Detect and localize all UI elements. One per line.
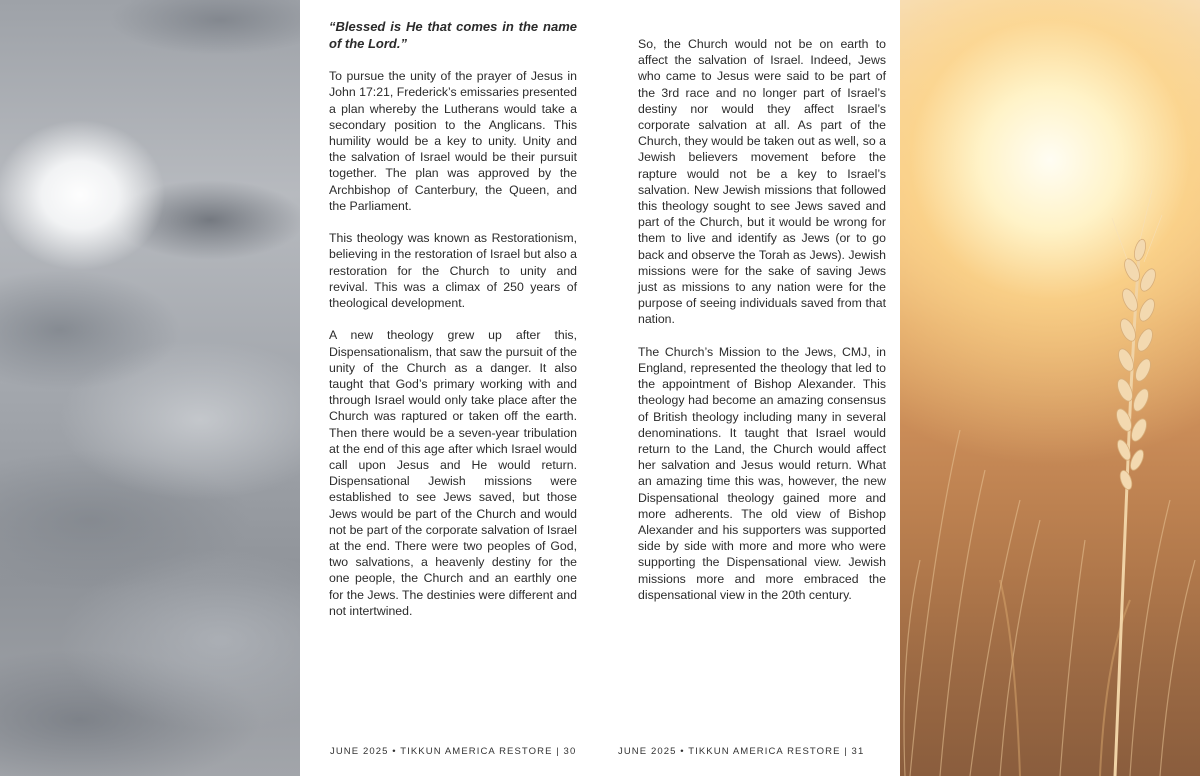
body-paragraph: A new theology grew up after this, Dispensationalism, that saw the pursuit of the unity of the Church as a danger. It also taught that God’s primary working with and through Israel would only take place after the Church was raptured or taken off the earth. Then there would be a seven-year tribulation at the end of this age after which Israel would call upon Jesus and He would return. Dispensational Jewish missions were established to see Jews saved, but those Jews would be part of the Church and would not be part of the corporate salvation of Israel at the end. There were two peoples of God, two salvations, a heavenly destiny for the one people, the Church and an earthly one for the Jews. The destinies were different and not intertwined. [329, 328, 577, 618]
body-paragraph: To pursue the unity of the prayer of Jesus in John 17:21, Frederick’s emissaries presented a plan whereby the Lutherans would take a secondary position to the Anglicans. This humility would be a key to unity. Unity and the salvation of Israel would be their pursuit together. The plan was approved by the Archbishop of Canterbury, the Queen, and the Parliament. [329, 69, 577, 213]
wheat-stalks-illustration [900, 0, 1200, 776]
left-page-column [329, 18, 577, 635]
body-paragraph: The Church’s Mission to the Jews, CMJ, in England, represented the theology that led to the appointment of Bishop Alexander. This theology had become an amazing consensus of British theology including many in several denominations. It taught that Israel would return to the Land, the Church would affect her salvation and Jesus would return. What an amazing time this was, however, the new Dispensational theology gained more and more adherents. The old view of Bishop Alexander and his supporters was supported side by side with more and more who were supporting the Dispensational view. Jewish missions more and more embraced the dispensational view in the 20th century. [638, 344, 886, 602]
body-paragraph: This theology was known as Restorationism, believing in the restoration of Israel but also a restoration for the Church to unity and revival. This was a climax of 250 years of theological development. [329, 231, 577, 311]
cloudy-sky-photo [0, 0, 300, 776]
wheat-sunset-photo [900, 0, 1200, 776]
body-paragraph: So, the Church would not be on earth to affect the salvation of Israel. Indeed, Jews who came to Jesus were said to be part of the 3rd race and no longer part of Israel’s destiny nor would they affect Israel’s corporate salvation at all. As part of the Church, they would be taken out as well, so a Jewish believers movement before the rapture would not be a key to Israel’s salvation. New Jewish missions that followed this theology sought to see Jews saved and part of the Church, but it would be wrong for them to live and identify as Jews (or to go back and observe the Torah as Jews). Jewish missions were for the sake of saving Jews just as missions to any nation were for the purpose of seeing individuals saved from that nation. [638, 37, 886, 327]
pull-quote: “Blessed is He that comes in the name of the Lord.” [329, 19, 577, 51]
page-footer-left: JUNE 2025 • TIKKUN AMERICA RESTORE | 30 [330, 746, 577, 757]
right-page-column [638, 36, 886, 619]
page-footer-right: JUNE 2025 • TIKKUN AMERICA RESTORE | 31 [618, 746, 865, 757]
